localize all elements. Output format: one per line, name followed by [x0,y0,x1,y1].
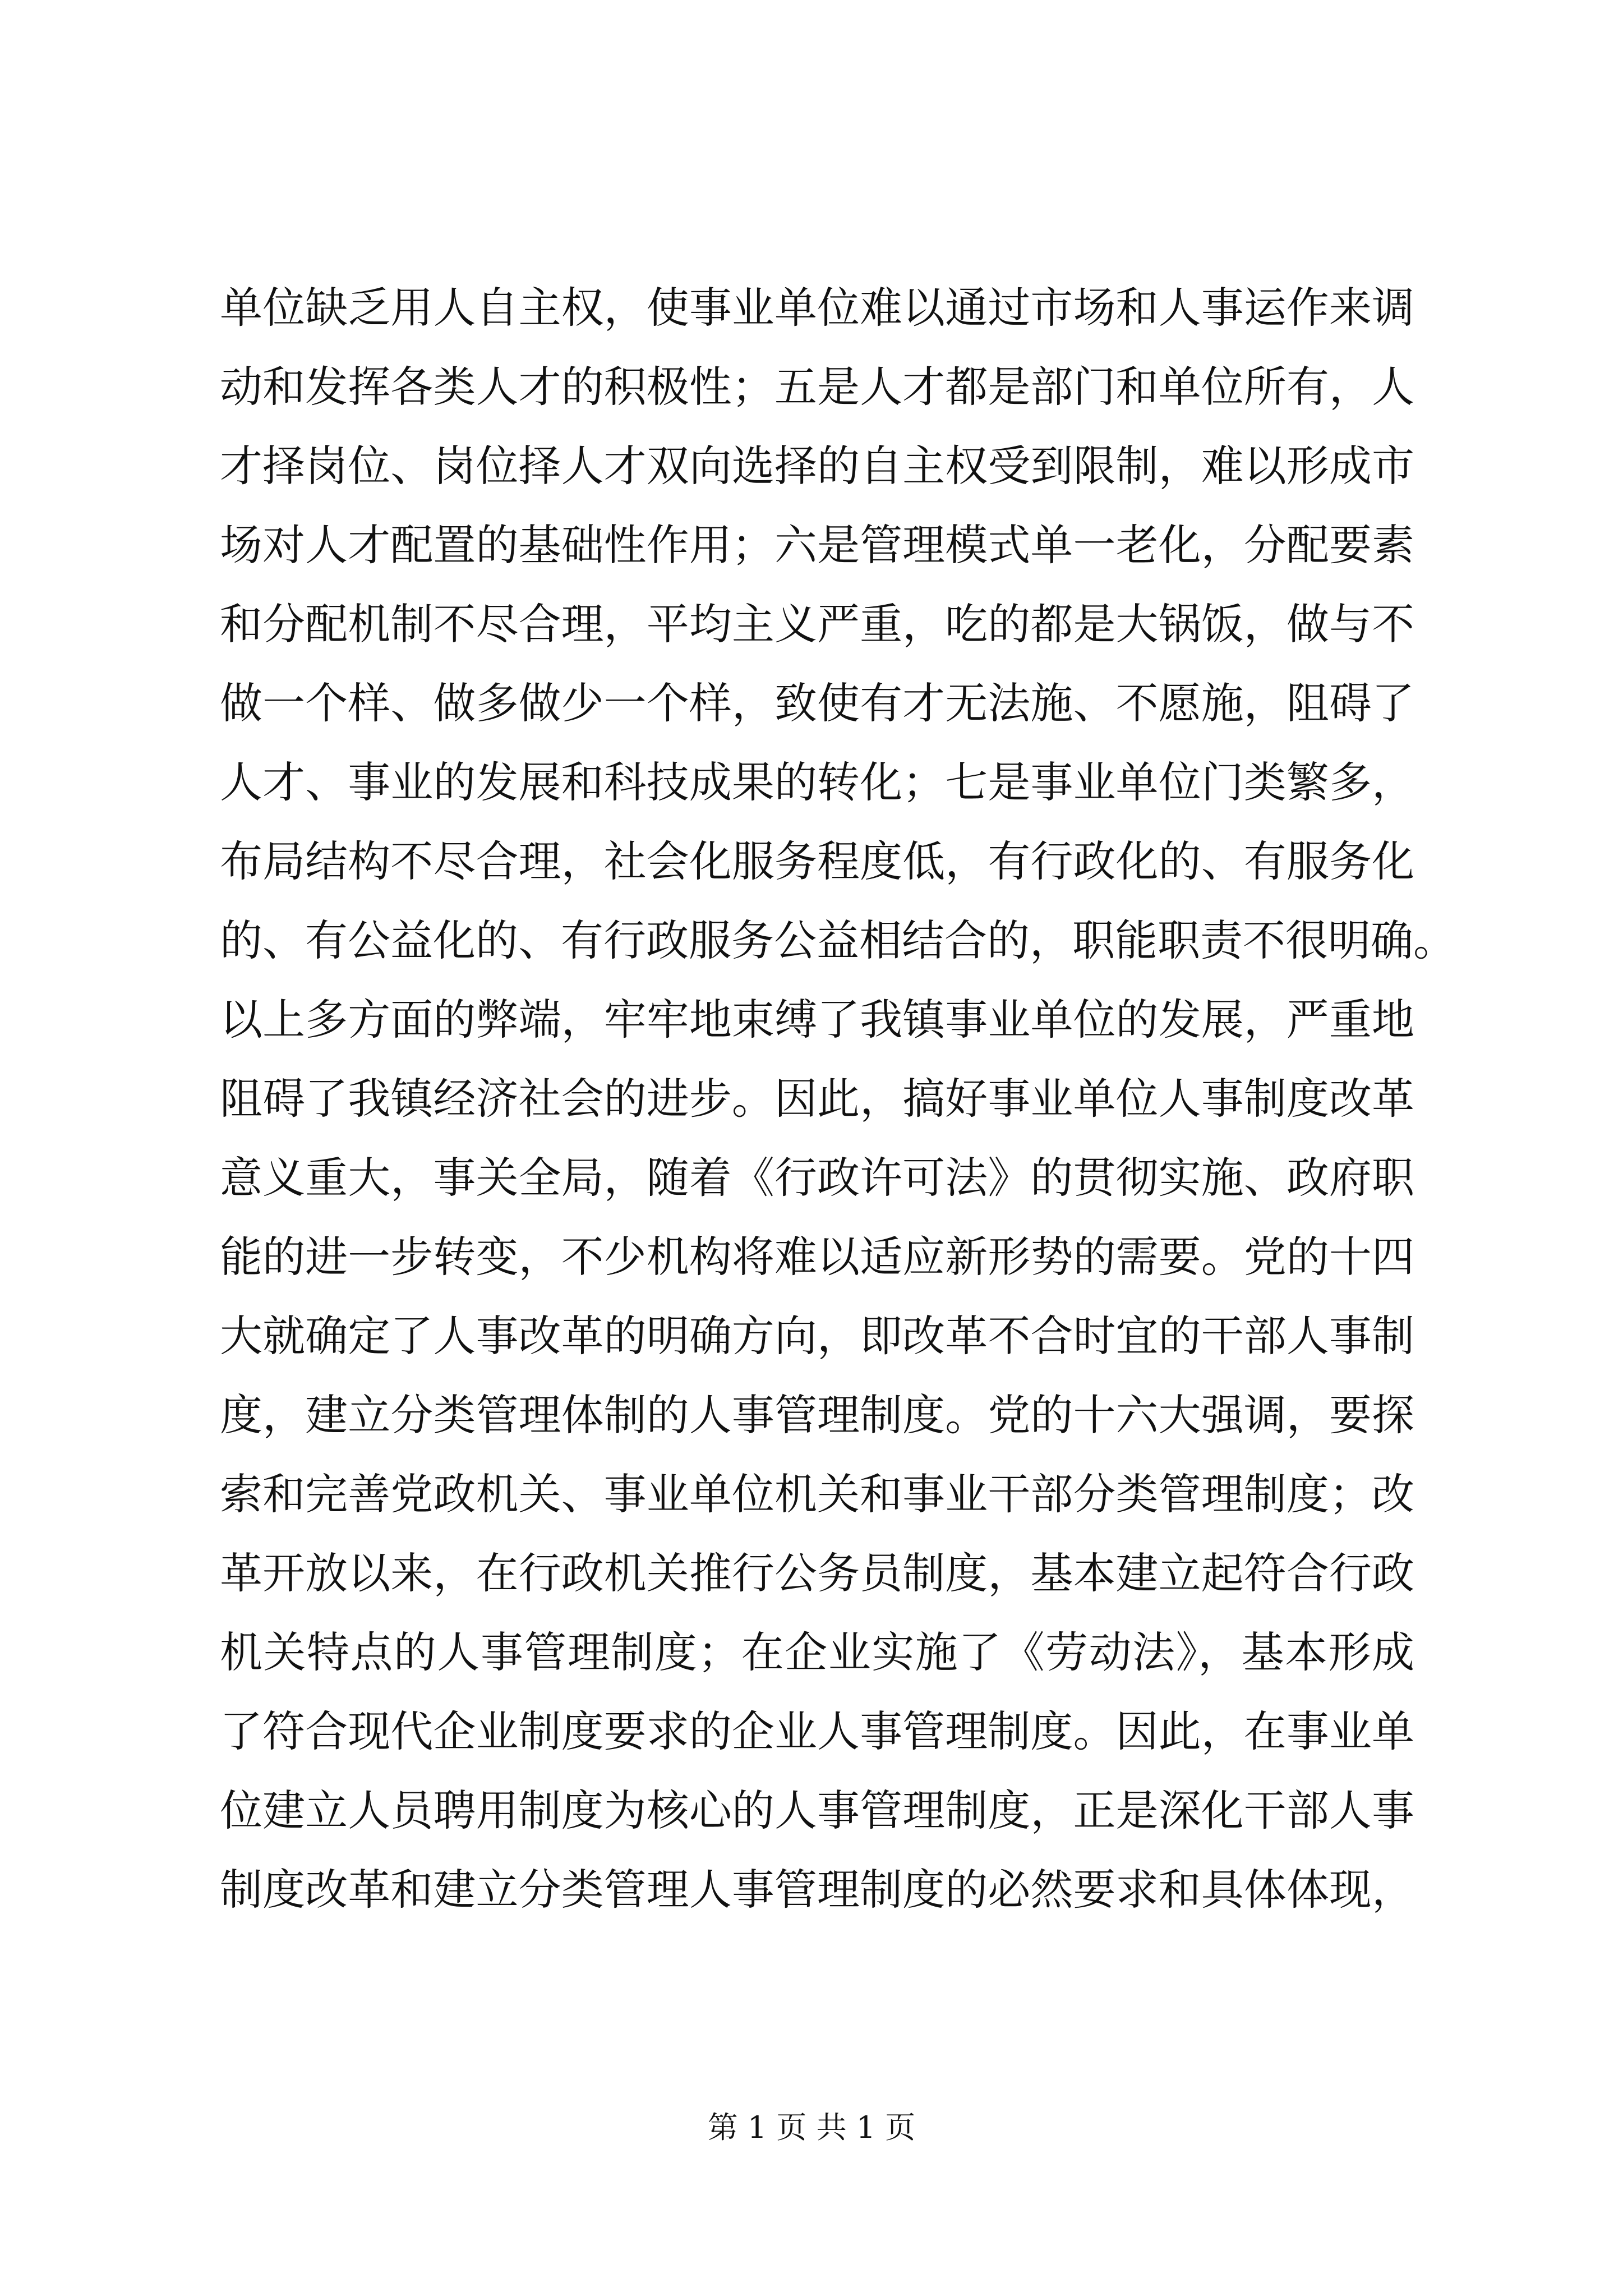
text-line: 布局结构不尽合理，社会化服务程度低，有行政化的、有服务化 [220,836,1414,886]
text-line: 了符合现代企业制度要求的企业人事管理制度。因此，在事业单 [220,1706,1414,1756]
text-line: 动和发挥各类人才的积极性；五是人才都是部门和单位所有，人 [220,362,1414,412]
body-text [220,268,1456,1929]
text-line: 索和完善党政机关、事业单位机关和事业干部分类管理制度；改 [220,1469,1414,1519]
text-line: 做一个样、做多做少一个样，致使有才无法施、不愿施，阻碍了 [220,678,1414,728]
text-line: 场对人才配置的基础性作用；六是管理模式单一老化，分配要素 [220,520,1414,570]
text-line: 和分配机制不尽合理，平均主义严重，吃的都是大锅饭，做与不 [220,599,1414,649]
text-line: 机关特点的人事管理制度；在企业实施了《劳动法》，基本形成 [220,1627,1414,1677]
text-line: 阻碍了我镇经济社会的进步。因此，搞好事业单位人事制度改革 [220,1074,1414,1124]
text-line: 制度改革和建立分类管理人事管理制度的必然要求和具体体现， [220,1865,1414,1915]
text-line: 大就确定了人事改革的明确方向，即改革不合时宜的干部人事制 [220,1311,1414,1361]
text-line: 人才、事业的发展和科技成果的转化；七是事业单位门类繁多， [220,757,1414,807]
text-line: 以上多方面的弊端，牢牢地束缚了我镇事业单位的发展，严重地 [220,995,1414,1045]
page-number-footer: 第 1 页 共 1 页 [707,2110,916,2145]
text-line: 革开放以来，在行政机关推行公务员制度，基本建立起符合行政 [220,1548,1414,1598]
text-line: 的、有公益化的、有行政服务公益相结合的，职能职责不很明确。 [220,915,1456,965]
text-line: 单位缺乏用人自主权，使事业单位难以通过市场和人事运作来调 [220,283,1414,333]
text-line: 位建立人员聘用制度为核心的人事管理制度，正是深化干部人事 [220,1786,1414,1835]
text-line: 才择岗位、岗位择人才双向选择的自主权受到限制，难以形成市 [220,441,1414,491]
text-line: 能的进一步转变，不少机构将难以适应新形势的需要。党的十四 [220,1232,1414,1282]
text-line: 意义重大，事关全局，随着《行政许可法》的贯彻实施、政府职 [220,1153,1414,1203]
text-line: 度，建立分类管理体制的人事管理制度。党的十六大强调，要探 [220,1390,1414,1440]
